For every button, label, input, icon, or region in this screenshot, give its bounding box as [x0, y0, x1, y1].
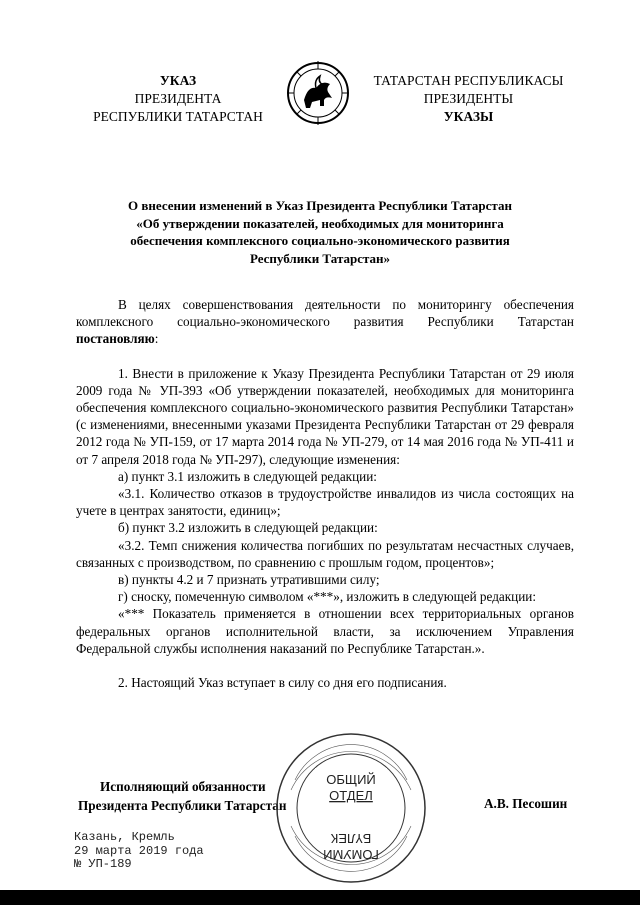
document-body [76, 296, 574, 691]
meta-number: № УП-189 [74, 857, 132, 871]
document-meta [74, 831, 204, 872]
title-line1: О внесении изменений в Указ Президента Республики Татарстан [128, 198, 512, 213]
official-stamp [271, 728, 431, 888]
quote-a: «3.1. Количество отказов в трудоустройстве инвалидов из числа состоящих на учете в центрах занятости, единиц»; [76, 486, 574, 519]
stamp-line4: ГОМУМИ [323, 847, 379, 862]
meta-place: Казань, Кремль [74, 830, 175, 844]
header-left-line2: ПРЕЗИДЕНТА [134, 91, 222, 106]
title-line4: Республики Татарстан» [249, 250, 391, 266]
signature-position-line2: Президента Республики Татарстан [78, 798, 287, 813]
sub-item-c: в) пункты 4.2 и 7 признать утратившими силу; [118, 572, 380, 588]
header-left-line1: УКАЗ [159, 73, 197, 88]
scan-edge-bar [0, 890, 640, 905]
quote-d: «*** Показатель применяется в отношении всех территориальных органов федеральных органов исполнительной власти, за исключением Управления Федеральной службы исполнения наказаний по Республике Татарстан.». [76, 606, 574, 656]
coat-of-arms-icon [286, 58, 350, 128]
title-line3: обеспечения комплексного социально-экономического развития [130, 233, 510, 248]
header-left [78, 72, 278, 126]
preamble-paragraph: В целях совершенствования деятельности по мониторингу обеспечения комплексного социально-экономического развития Республики Татарстан постановляю: [76, 297, 574, 347]
header-right-line3: УКАЗЫ [443, 109, 494, 124]
decree-word: постановляю [76, 331, 155, 347]
header-right-line1: ТАТАРСТАН РЕСПУБЛИКАСЫ [373, 73, 564, 88]
signatory-name: А.В. Песошин [484, 796, 568, 811]
header-left-line3: РЕСПУБЛИКИ ТАТАРСТАН [93, 109, 263, 124]
stamp-line3: БҮЛЕК [330, 831, 372, 846]
sub-item-b: б) пункт 3.2 изложить в следующей редакции: [118, 520, 378, 536]
signature-position [78, 777, 287, 815]
sub-item-a: а) пункт 3.1 изложить в следующей редакции: [118, 468, 377, 484]
stamp-line2: ОТДЕЛ [329, 788, 373, 803]
stamp-line1: ОБЩИЙ [326, 772, 376, 787]
item-2: 2. Настоящий Указ вступает в силу со дня его подписания. [118, 675, 447, 691]
quote-b: «3.2. Темп снижения количества погибших по результатам несчастных случаев, связанных с производством, по сравнению с прошлым годом, процентов»; [76, 537, 574, 570]
preamble-text: В целях совершенствования деятельности по мониторингу обеспечения комплексного социально-экономического развития Республики Татарстан [76, 297, 574, 330]
title-line2: «Об утверждении показателей, необходимых для мониторинга [136, 215, 504, 231]
signature-position-line1: Исполняющий обязанности [100, 779, 266, 794]
document-title [80, 197, 560, 267]
header-right [366, 72, 571, 126]
sub-item-d: г) сноску, помеченную символом «***», изложить в следующей редакции: [118, 589, 537, 605]
header-right-line2: ПРЕЗИДЕНТЫ [423, 91, 514, 106]
meta-date: 29 марта 2019 года [74, 843, 204, 858]
item-1: 1. Внести в приложение к Указу Президента Республики Татарстан от 29 июля 2009 года № УП-393 «Об утверждении показателей, необходимых для мониторинга обеспечения комплексного социально-экономического развития Республики Татарстан» (с изменениями, внесенными указами Президента Республики Татарстан от 29 февраля 2012 года № УП-159, от 17 марта 2014 года № УП-279, от 14 мая 2016 года № УП-411 и от 7 апреля 2018 года № УП-297), следующие изменения: [76, 365, 574, 467]
